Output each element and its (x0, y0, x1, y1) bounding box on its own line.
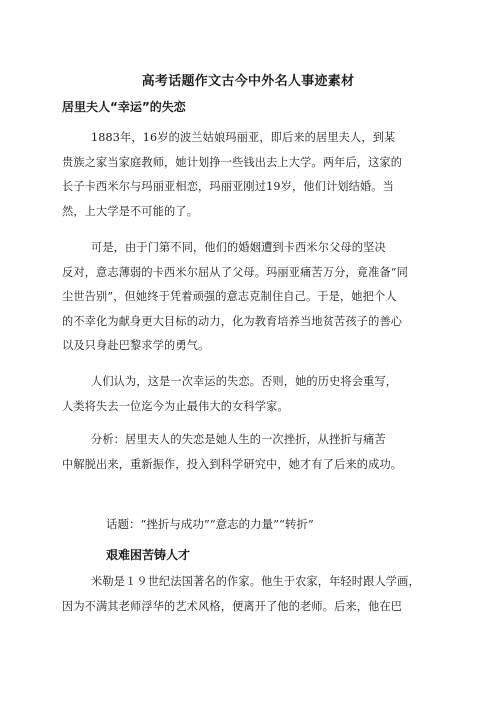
topic-line: 话题：“挫折与成功”“意志的力量”“转折” (106, 517, 314, 531)
paragraph-curie-1 (62, 126, 440, 224)
section-heading-curie: 居里夫人“幸运”的失恋 (62, 100, 186, 114)
text-line: 米勒是１９世纪法国著名的作家。他生于农家，年轻时跟人学画， (91, 575, 420, 588)
text-line: 人类将失去一位迄今为止最伟大的女科学家。 (62, 399, 289, 413)
text-line: 人们认为，这是一次幸运的失恋。否则，她的历史将会重写， (91, 375, 398, 388)
paragraph-curie-3 (62, 370, 440, 419)
document-title: 高考话题作文古今中外名人事迹素材 (141, 74, 355, 89)
text-line: 贵族之家当家庭教师，她计划挣一些钱出去上大学。两年后，这家的 (62, 155, 403, 169)
text-line: 因为不满其老师浮华的艺术风格，便离开了他的老师。后来，他在巴 (62, 599, 403, 613)
paragraph-millet-1 (62, 570, 440, 619)
text-line: 1883年，16岁的波兰姑娘玛丽亚，即后来的居里夫人，到某 (91, 131, 396, 144)
text-line: 长子卡西米尔与玛丽亚相恋，玛丽亚刚过19岁，他们计划结婚。当 (62, 180, 394, 193)
text-line: 可是，由于门第不同，他们的婚姻遭到卡西米尔父母的坚决 (91, 241, 386, 254)
text-line: 中解脱出来，重新振作，投入到科学研究中，她才有了后来的成功。 (62, 457, 403, 471)
text-line: 以及只身赴巴黎求学的勇气。 (62, 339, 210, 352)
text-line: 尘世告别”，但她终于凭着顽强的意志克制住自己。于是，她把个人 (62, 290, 397, 303)
text-line: 的不幸化为献身更大目标的动力，化为教育培养当地贫苦孩子的善心 (62, 314, 403, 328)
paragraph-curie-2 (62, 236, 440, 359)
text-line: 分析：居里夫人的失恋是她人生的一次挫折，从挫折与痛苦 (91, 433, 386, 446)
text-line: 反对，意志薄弱的卡西米尔屈从了父母。玛丽亚痛苦万分，竟准备“同 (62, 265, 408, 279)
paragraph-curie-analysis (62, 428, 440, 477)
text-line: 然，上大学是不可能的了。 (62, 204, 199, 218)
section-heading-millet: 艰难困苦铸人才 (106, 548, 191, 562)
